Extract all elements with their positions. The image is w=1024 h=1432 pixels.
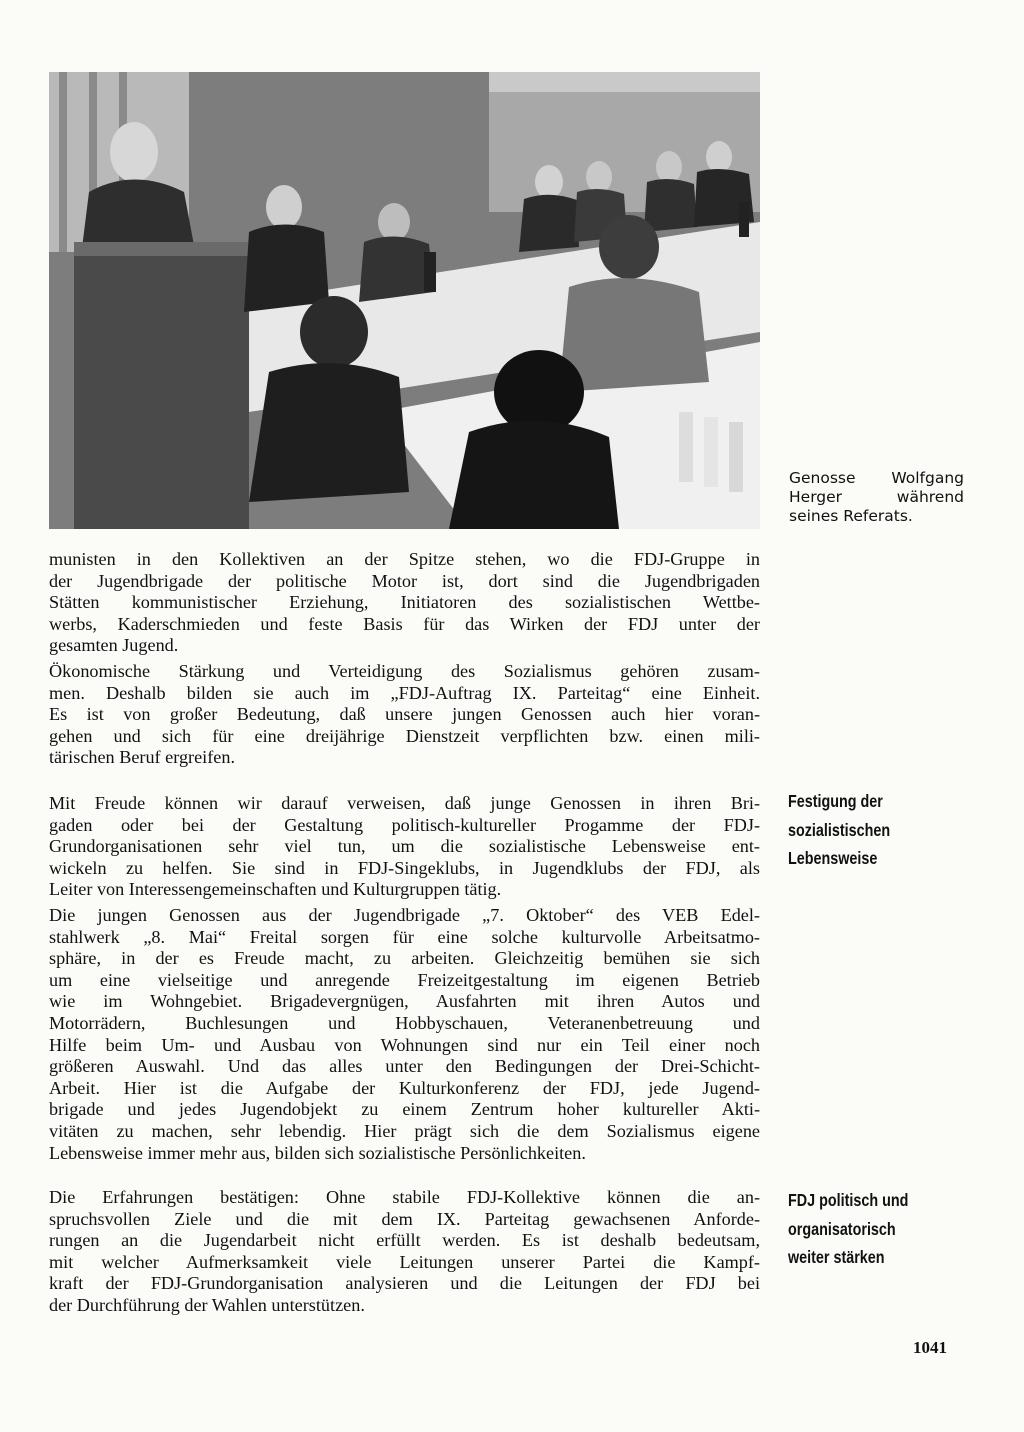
text-line: vitäten zu machen, sehr lebendig. Hier prägt sich die dem Sozialismus eigene [49, 1120, 760, 1141]
heading-line: FDJ politisch und [788, 1190, 909, 1210]
text-line: kraft der FDJ-Grundorganisation analysieren und die Leitungen der FDJ bei [49, 1273, 760, 1294]
text-line: Leiter von Interessengemeinschaften und Kulturgruppen tätig. [49, 879, 502, 900]
caption-line: Genosse Wolfgang [789, 469, 964, 487]
text-line: um eine vielseitige und anregende Freizeitgestaltung im eigenen Betrieb [49, 969, 760, 990]
meeting-photo-illustration [49, 72, 760, 529]
text-line: der Jugendbrigade der politische Motor ist, dort sind die Jugendbrigaden [49, 570, 760, 591]
text-line: Motorrädern, Buchlesungen und Hobbyschauen, Veteranenbetreuung und [49, 1012, 760, 1033]
paragraph-5 [49, 1187, 760, 1317]
text-line: Stätten kommunistischer Erziehung, Initiatoren des sozialistischen Wettbe- [49, 592, 760, 613]
text-line: Lebensweise immer mehr aus, bilden sich sozialistische Persönlichkeiten. [49, 1142, 586, 1163]
text-line: gaden oder bei der Gestaltung politisch-kultureller Progamme der FDJ- [49, 814, 760, 835]
meeting-photo [49, 72, 760, 529]
text-line: Es ist von großer Bedeutung, daß unsere jungen Genossen auch hier voran- [49, 704, 760, 725]
paragraph-4 [49, 905, 760, 1164]
side-heading-1 [788, 787, 952, 873]
text-line: der Durchführung der Wahlen unterstützen. [49, 1294, 365, 1315]
text-line: brigade und jedes Jugendobjekt zu einem Zentrum hoher kultureller Akti- [49, 1099, 760, 1120]
side-heading-2 [788, 1186, 952, 1272]
heading-line: organisatorisch [788, 1218, 896, 1239]
text-line: munisten in den Kollektiven an der Spitze stehen, wo die FDJ-Gruppe in [49, 549, 760, 569]
heading-line: Lebensweise [788, 848, 878, 868]
text-line: Mit Freude können wir darauf verweisen, daß junge Genossen in ihren Bri- [49, 793, 760, 813]
text-line: stahlwerk „8. Mai“ Freital sorgen für eine solche kulturvolle Arbeitsatmo- [49, 926, 760, 947]
text-line: sphäre, in der es Freude macht, zu arbeiten. Gleichzeitig bemühen sie sich [49, 948, 760, 969]
paragraph-1 [49, 549, 760, 657]
text-line: Ökonomische Stärkung und Verteidigung des Sozialismus gehören zusam- [49, 661, 760, 681]
text-line: wickeln zu helfen. Sie sind in FDJ-Singeklubs, in Jugendklubs der FDJ, als [49, 857, 760, 878]
paragraph-2 [49, 661, 760, 769]
text-line: Hilfe beim Um- und Ausbau von Wohnungen sind nur ein Teil einer noch [49, 1034, 760, 1055]
text-line: Arbeit. Hier ist die Aufgabe der Kulturkonferenz der FDJ, jede Jugend- [49, 1077, 760, 1098]
page-number: 1041 [913, 1338, 947, 1357]
photo-caption [789, 469, 964, 526]
paragraph-3 [49, 793, 760, 901]
text-line: rungen an die Jugendarbeit nicht erfüllt werden. Es ist deshalb bedeutsam, [49, 1230, 760, 1251]
text-line: wie im Wohngebiet. Brigadevergnügen, Ausfahrten mit ihren Autos und [49, 991, 760, 1012]
heading-line: sozialistischen [788, 819, 891, 840]
caption-line: seines Referats. [789, 507, 913, 525]
text-line: Die jungen Genossen aus der Jugendbrigade „7. Oktober“ des VEB Edel- [49, 905, 760, 925]
text-line: men. Deshalb bilden sie auch im „FDJ-Auftrag IX. Parteitag“ eine Einheit. [49, 682, 760, 703]
text-line: tärischen Beruf ergreifen. [49, 747, 235, 768]
text-line: gesamten Jugend. [49, 635, 179, 656]
text-line: Grundorganisationen sehr viel tun, um die sozialistische Lebensweise ent- [49, 836, 760, 857]
heading-line: weiter stärken [788, 1247, 885, 1267]
heading-line: Festigung der [788, 791, 883, 811]
text-line: werbs, Kaderschmieden und feste Basis für das Wirken der FDJ unter der [49, 613, 760, 634]
text-line: Die Erfahrungen bestätigen: Ohne stabile FDJ-Kollektive können die an- [49, 1187, 760, 1207]
text-line: spruchsvollen Ziele und die mit dem IX. Parteitag gewachsenen Anforde- [49, 1208, 760, 1229]
text-line: größeren Auswahl. Und das alles unter den Bedingungen der Drei-Schicht- [49, 1056, 760, 1077]
caption-line: Herger während [789, 488, 964, 506]
text-line: mit welcher Aufmerksamkeit viele Leitungen unserer Partei die Kampf- [49, 1251, 760, 1272]
text-line: gehen und sich für eine dreijährige Dienstzeit verpflichten bzw. einen mili- [49, 725, 760, 746]
